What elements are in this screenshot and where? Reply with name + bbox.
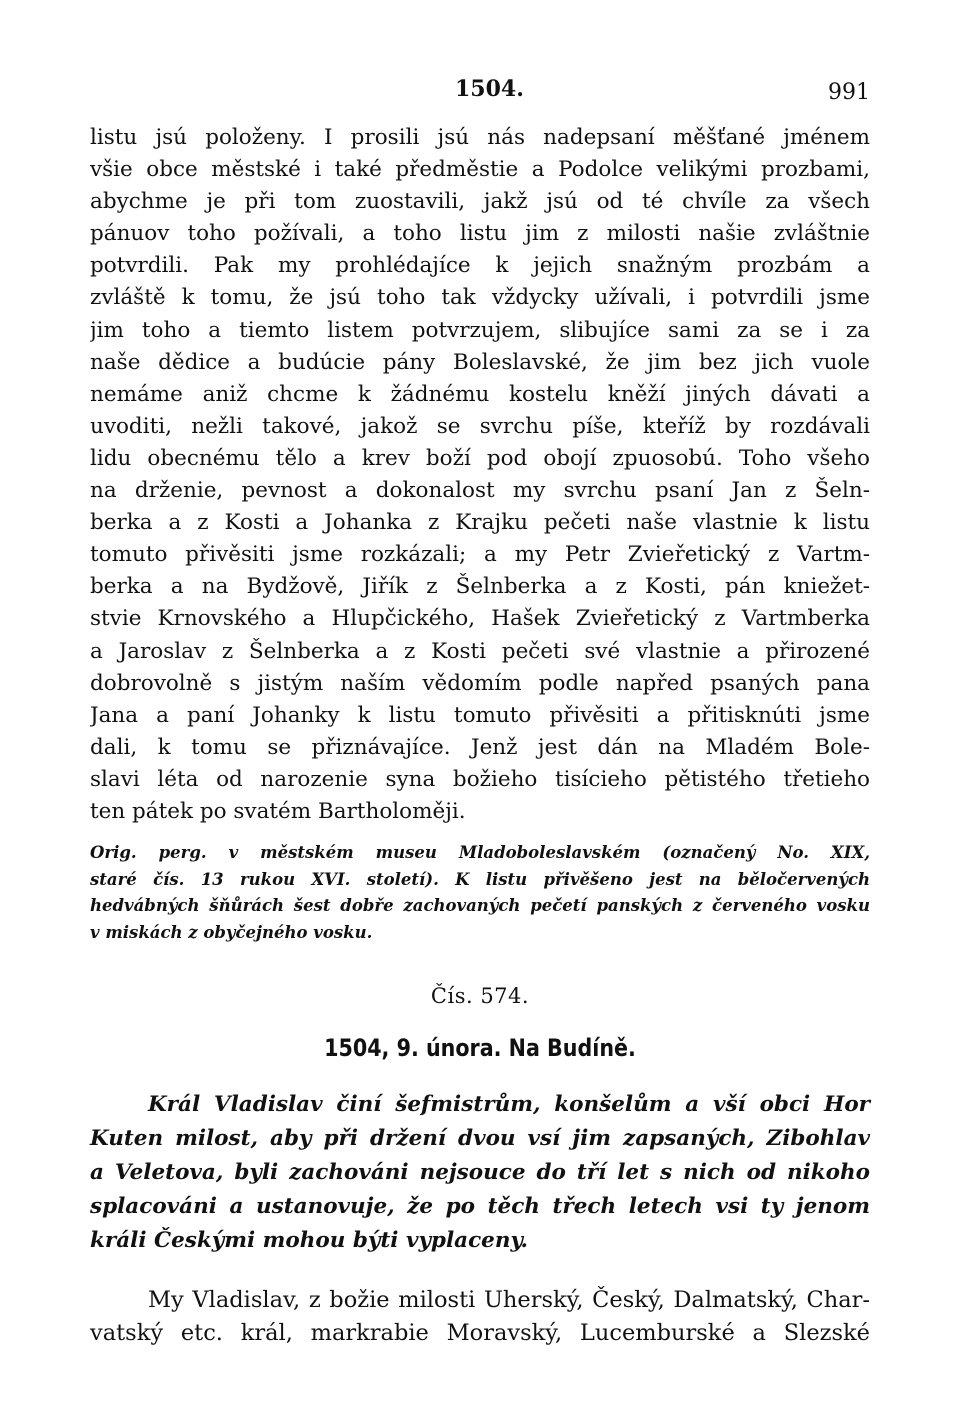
summary-line: a Veletova, byli zachováni nejsouce do tří let s nich od nikoho <box>90 1160 870 1186</box>
running-head-year: 1504. <box>455 76 524 102</box>
body-line: na drženie, pevnost a dokonalost my svrchu psaní Jan z Šeln- <box>90 478 870 504</box>
body-line: listu jsú položeny. I prosili jsú nás nadepsaní měšťané jménem <box>90 125 870 150</box>
summary-line: splacováni a ustanovuje, že po těch třech letech vsi ty jenom <box>90 1194 870 1220</box>
note-line: staré čís. 13 rukou XVI. století). K listu přivěšeno jest na běločervených <box>90 869 870 889</box>
note-line: hedvábných šňůrách šest dobře zachovaných pečetí panských z červeného vosku <box>90 896 870 916</box>
body-line: tomuto přivěsiti jsme rozkázali; a my Petr Zvieřetický z Vartm- <box>90 542 870 568</box>
body-line: ten pátek po svatém Bartholoměji. <box>90 798 466 824</box>
summary-line: Král Vladislav činí šefmistrům, konšelům a vší obci Hor <box>148 1092 870 1118</box>
source-note <box>90 840 870 946</box>
document-date-heading: 1504, 9. února. Na Budíně. <box>324 1034 636 1063</box>
document-number: Čís. 574. <box>430 984 530 1009</box>
running-head <box>90 72 870 122</box>
body-line: pánuov toho požívali, a toho listu jim z milosti našie zvláštnie <box>90 221 870 247</box>
body-line: zvláště k tomu, že jsú toho tak vždycky užívali, i potvrdili jsme <box>90 285 870 311</box>
body-line: dobrovolně s jistým naším vědomím podle napřed psaných pana <box>90 670 870 696</box>
body-line: naše dědice a budúcie pány Boleslavské, že jim bez jich vuole <box>90 349 870 375</box>
body-line: všie obce městské i také předměstie a Podolce velikými prozbami, <box>90 157 870 183</box>
body-line: jim toho a tiemto listem potvrzujem, slibujíce sami za se i za <box>90 317 870 343</box>
body-line: abychme je při tom zuostavili, jakž jsú od té chvíle za všech <box>90 189 870 215</box>
page-number: 991 <box>828 80 870 105</box>
document-body-text <box>90 122 870 828</box>
opening-line: vatský etc. král, markrabie Moravský, Lucemburské a Slezské <box>90 1320 870 1347</box>
body-line: lidu obecnému tělo a krev boží pod obojí zpuosobú. Toho všeho <box>90 445 870 471</box>
summary-line: králi Českými mohou býti vyplaceny. <box>90 1228 528 1254</box>
body-line: dali, k tomu se přiznávajíce. Jenž jest dán na Mladém Bole- <box>90 734 870 760</box>
body-line: potvrdili. Pak my prohlédajíce k jejich snažným prozbám a <box>90 253 870 279</box>
book-page <box>90 72 870 1350</box>
body-line: Jana a paní Johanky k listu tomuto přivěsiti a přitisknúti jsme <box>90 702 870 728</box>
summary-line: Kuten milost, aby při držení dvou vsí jim zapsaných, Zibohlav <box>90 1126 870 1152</box>
body-line: nemáme aniž chcme k žádnému kostelu kněží jiných dávati a <box>90 381 870 407</box>
body-line: berka a na Bydžově, Jiřík z Šelnberka a z Kosti, pán kniežet- <box>90 574 870 600</box>
body-line: a Jaroslav z Šelnberka a z Kosti pečeti své vlastnie a přirozené <box>90 638 870 664</box>
document-opening <box>90 1284 870 1350</box>
note-line: v miskách z obyčejného vosku. <box>90 922 373 942</box>
note-line: Orig. perg. v městském museu Mladoboleslavském (označený No. XIX, <box>90 843 870 863</box>
opening-line: My Vladislav, z božie milosti Uherský, Český, Dalmatský, Char- <box>148 1287 870 1314</box>
body-line: uvoditi, nežli takové, jakož se svrchu píše, kteříž by rozdávali <box>90 413 870 439</box>
body-line: stvie Krnovského a Hlupčického, Hašek Zvieřetický z Vartmberka <box>90 606 870 632</box>
body-line: berka a z Kosti a Johanka z Krajku pečeti naše vlastnie k listu <box>90 510 870 536</box>
document-summary <box>90 1088 870 1258</box>
body-line: slavi léta od narozenie syna božieho tisícieho pětistého třetieho <box>90 766 870 792</box>
